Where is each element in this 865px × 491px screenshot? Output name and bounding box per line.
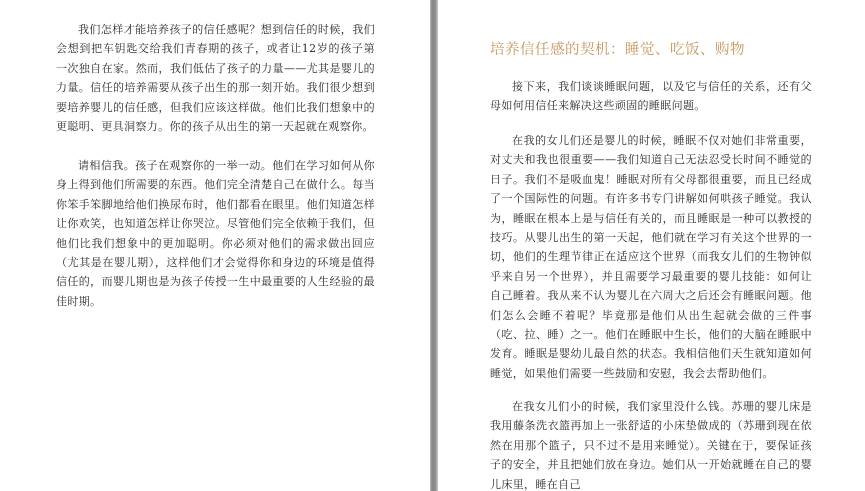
right-page (438, 0, 865, 491)
left-page (0, 0, 430, 491)
right-paragraph-1: 接下来，我们谈谈睡眠问题，以及它与信任的关系，还有父母如何用信任来解决这些顽固的睡眠问题。 (490, 80, 812, 113)
left-paragraph-2: 请相信我。孩子在观察你的一举一动。他们在学习如何从你身上得到他们所需要的东西。他们完全清楚自己在做什么。每当你笨手笨脚地给他们换尿布时，他们都看在眼里。他们知道怎样让你欢笑，也知道怎样让你哭泣。尽管他们完全依赖于我们，但他们比我们想象中的更加聪明。你必须对他们的需求做出回应（尤其是在婴儿期），这样他们才会觉得你和身边的环境是值得信任的，而婴儿期也是为孩子传授一生中最重要的人生经验的最佳时期。 (56, 159, 375, 308)
chapter-heading: 培养信任感的契机：睡觉、吃饭、购物 (490, 42, 745, 58)
right-paragraph-3: 在我女儿们小的时候，我们家里没什么钱。苏珊的婴儿床是我用藤条洗衣篮再加上一张舒适的小床垫做成的（苏珊到现在依然在用那个篮子，只不过不是用来睡觉）。关键在于，要保证孩子的安全，并且把她们放在身边。她们从一开始就睡在自己的婴儿床里，睡在自己 (490, 400, 812, 491)
page-gutter-divider (430, 0, 438, 491)
right-paragraph-2: 在我的女儿们还是婴儿的时候，睡眠不仅对她们非常重要，对丈夫和我也很重要——我们知道自己无法忍受长时间不睡觉的日子。我们不是吸血鬼！睡眠对所有父母都很重要，而且已经成了一个国际性的问题。有许多书专门讲解如何哄孩子睡觉。我认为，睡眠在根本上是与信任有关的，而且睡眠是一种可以教授的技巧。从婴儿出生的第一天起，他们就在学习有关这个世界的一切，他们的生理节律正在适应这个世界（而我女儿们的生物钟似乎来自另一个世界），并且需要学习最重要的婴儿技能：如何让自己睡着。我从来不认为婴儿在六周大之后还会有睡眠问题。他们怎么会睡不着呢？毕竟那是他们从出生起就会做的三件事（吃、拉、睡）之一。他们在睡眠中生长，他们的大脑在睡眠中发育。睡眠是婴幼儿最自然的状态。我相信他们天生就知道如何睡觉，如果他们需要一些鼓励和安慰，我会去帮助他们。 (490, 134, 812, 380)
left-paragraph-1: 我们怎样才能培养孩子的信任感呢？想到信任的时候，我们会想到把车钥匙交给我们青春期的孩子，或者让12岁的孩子第一次独自在家。然而，我们低估了孩子的力量——尤其是婴儿的力量。信任的培养需要从孩子出生的那一刻开始。我们很少想到要培养婴儿的信任感，但我们应该这样做。他们比我们想象中的更聪明、更具洞察力。你的孩子从出生的第一天起就在观察你。 (56, 23, 375, 134)
